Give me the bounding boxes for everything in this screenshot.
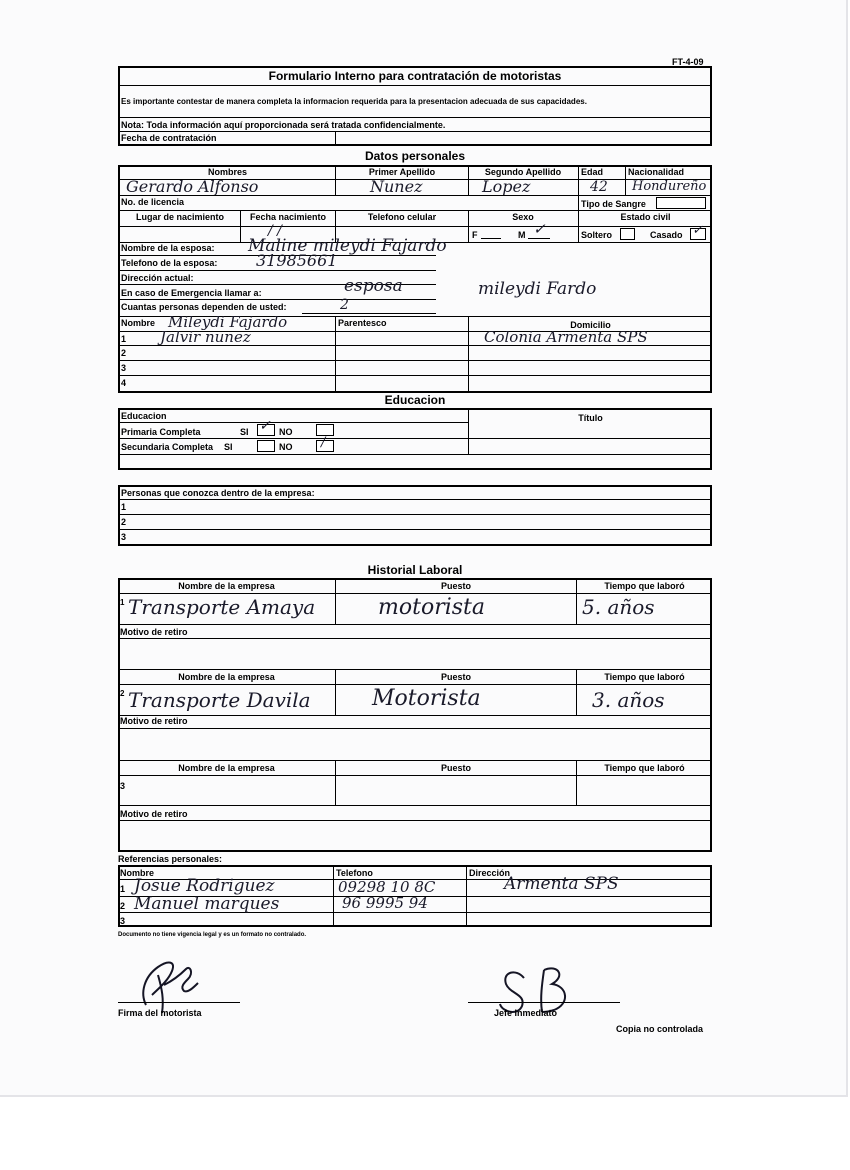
- parentesco-label: Parentesco: [338, 318, 387, 328]
- telefono-celular-label: Telefono celular: [367, 212, 437, 222]
- empresa-1-label: Nombre de la empresa: [178, 581, 275, 591]
- secundaria-no-label: NO: [279, 442, 293, 452]
- historial-2-puesto: Motorista: [372, 686, 481, 711]
- historial-3-num: 3: [120, 781, 126, 791]
- dependiente-1-domicilio: Colonia Armenta SPS: [484, 328, 648, 346]
- fecha-nacimiento-value: / /: [268, 223, 282, 239]
- secundaria-label: Secundaria Completa: [121, 442, 214, 452]
- lugar-nacimiento-label: Lugar de nacimiento: [135, 212, 224, 222]
- sexo-m-mark: ✓: [533, 220, 546, 238]
- telefono-esposa-label: Telefono de la esposa:: [121, 258, 218, 268]
- historial-1-tiempo: 5. años: [582, 595, 655, 619]
- primaria-si-mark: ✓: [259, 418, 271, 434]
- esposa-label: Nombre de la esposa:: [121, 243, 215, 253]
- casado-mark: ✓: [692, 223, 703, 238]
- empresa-2-label: Nombre de la empresa: [178, 672, 275, 682]
- referencia-1-num: 1: [120, 884, 126, 894]
- conocidos-label: Personas que conozca dentro de la empresa:: [121, 488, 315, 498]
- historial-1-empresa: Transporte Amaya: [128, 595, 316, 619]
- fecha-contratacion-label: Fecha de contratación: [121, 133, 217, 143]
- copia-label: Copia no controlada: [616, 1024, 704, 1034]
- esposa-value: Maline mileydi Fajardo: [248, 236, 447, 256]
- motivo-1-label: Motivo de retiro: [120, 627, 188, 637]
- emergencia-label: En caso de Emergencia llamar a:: [121, 288, 262, 298]
- primaria-no-checkbox[interactable]: [316, 424, 334, 436]
- referencia-2-nombre: Manuel marques: [134, 894, 280, 914]
- sexo-m-label: M: [518, 230, 526, 240]
- form-title: Formulario Interno para contratación de motoristas: [268, 69, 562, 83]
- secundaria-si-checkbox[interactable]: [257, 440, 275, 452]
- tipo-sangre-field[interactable]: [656, 197, 706, 209]
- form-code: FT-4-09: [672, 57, 704, 67]
- primaria-label: Primaria Completa: [121, 427, 201, 437]
- tipo-sangre-label: Tipo de Sangre: [581, 199, 646, 209]
- historial-2-empresa: Transporte Davila: [128, 688, 311, 712]
- historial-2-num: 2: [120, 689, 125, 698]
- sexo-f-label: F: [472, 230, 478, 240]
- motivo-2-label: Motivo de retiro: [120, 716, 188, 726]
- nacionalidad-value: Hondureño: [632, 179, 707, 194]
- referencias-direccion-label: Dirección: [469, 868, 511, 878]
- conocido-row-1-num: 1: [121, 502, 127, 512]
- tiempo-2-label: Tiempo que laboró: [604, 672, 685, 682]
- historial-1-num: 1: [120, 598, 125, 607]
- dependiente-row-2-num: 2: [121, 348, 127, 358]
- estado-civil-label: Estado civil: [620, 212, 671, 222]
- emergencia-parentesco-value: esposa: [344, 276, 403, 296]
- dependientes-nombre-label: Nombre: [121, 318, 156, 328]
- datos-personales-title: Datos personales: [364, 149, 466, 163]
- historial-2-tiempo: 3. años: [592, 688, 665, 712]
- dependiente-row-1-num: 1: [121, 334, 127, 344]
- domicilio-label: Domicilio: [570, 320, 611, 330]
- segundo-apellido-value: Lopez: [482, 177, 531, 196]
- conocido-row-3-num: 3: [121, 532, 127, 542]
- referencia-2-num: 2: [120, 901, 126, 911]
- dependiente-row-3-num: 3: [121, 363, 127, 373]
- conocido-row-2-num: 2: [121, 517, 127, 527]
- licencia-label: No. de licencia: [121, 197, 185, 207]
- historial-title: Historial Laboral: [367, 563, 463, 577]
- direccion-label: Dirección actual:: [121, 273, 194, 283]
- fecha-nacimiento-label: Fecha nacimiento: [249, 212, 327, 222]
- referencia-1-nombre: Josue Rodriguez: [134, 876, 275, 896]
- educacion-label: Educacion: [121, 411, 167, 421]
- dependiente-1-nombre: Jalvir nunez: [160, 328, 251, 346]
- secundaria-si-label: SI: [224, 442, 233, 452]
- nombres-value: Gerardo Alfonso: [126, 177, 259, 196]
- tiempo-1-label: Tiempo que laboró: [604, 581, 685, 591]
- intro-text: Es importante contestar de manera completa la informacion requerida para la presentacion adecuada de sus capacidades.: [121, 97, 587, 106]
- referencias-label: Referencias personales:: [118, 854, 223, 864]
- referencias-telefono-label: Telefono: [336, 868, 373, 878]
- segundo-apellido-label: Segundo Apellido: [484, 167, 562, 177]
- nacionalidad-label: Nacionalidad: [628, 167, 685, 177]
- titulo-label: Título: [578, 413, 603, 423]
- dependientes-label: Cuantas personas dependen de usted:: [121, 302, 287, 312]
- telefono-esposa-value: 31985661: [256, 251, 338, 270]
- primaria-si-label: SI: [240, 427, 249, 437]
- primer-apellido-value: Nunez: [370, 177, 423, 196]
- historial-1-puesto: motorista: [378, 595, 485, 620]
- puesto-1-label: Puesto: [440, 581, 471, 591]
- referencia-2-telefono: 96 9995 94: [342, 894, 428, 912]
- secundaria-no-mark: /: [321, 435, 326, 450]
- nombres-label: Nombres: [207, 167, 247, 177]
- disclaimer: Documento no tiene vigencia legal y es un formato no contralado.: [118, 932, 307, 938]
- edad-label: Edad: [581, 167, 604, 177]
- dependientes-value: 2: [340, 297, 349, 313]
- puesto-2-label: Puesto: [440, 672, 471, 682]
- emergencia-nombre-value: mileydi Fardo: [478, 279, 597, 299]
- jefe-inmediato-label: Jefe Inmediato: [494, 1008, 558, 1018]
- edad-value: 42: [590, 179, 608, 195]
- dependiente-row-4-num: 4: [121, 378, 127, 388]
- referencia-1-direccion: Armenta SPS: [504, 874, 619, 894]
- nota-text: Nota: Toda información aquí proporcionada será tratada confidencialmente.: [121, 120, 446, 130]
- referencias-nombre-label: Nombre: [120, 868, 155, 878]
- firma-motorista-label: Firma del motorista: [118, 1008, 202, 1018]
- soltero-checkbox[interactable]: [620, 228, 635, 240]
- sexo-label: Sexo: [512, 212, 534, 222]
- primer-apellido-label: Primer Apellido: [368, 167, 436, 177]
- educacion-title: Educacion: [384, 393, 446, 407]
- referencia-1-telefono: 09298 10 8C: [338, 878, 436, 896]
- tiempo-3-label: Tiempo que laboró: [604, 763, 685, 773]
- primaria-no-label: NO: [279, 427, 293, 437]
- puesto-3-label: Puesto: [440, 763, 471, 773]
- dependientes-header-nombre-value: Mileydi Fajardo: [168, 313, 288, 331]
- casado-label: Casado: [650, 230, 683, 240]
- soltero-label: Soltero: [581, 230, 613, 240]
- empresa-3-label: Nombre de la empresa: [178, 763, 275, 773]
- referencia-3-num: 3: [120, 916, 126, 926]
- motivo-3-label: Motivo de retiro: [120, 809, 188, 819]
